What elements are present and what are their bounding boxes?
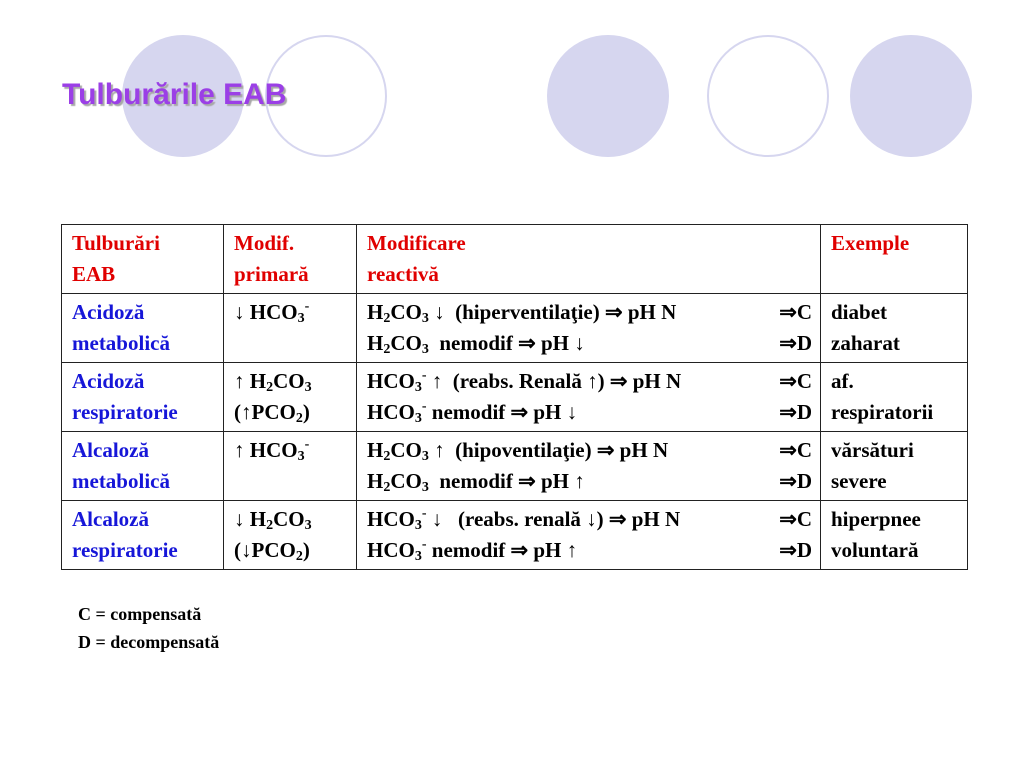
formula: ↑ $H_2CO_3$: [234, 369, 312, 395]
arrow-up-icon: ↑: [234, 438, 245, 462]
arrow-up-icon: ↑: [566, 538, 578, 562]
arrow-up-icon: ↑: [587, 369, 598, 393]
disorder-line: Alcaloză: [72, 507, 149, 531]
example-line: hiperpnee: [831, 507, 921, 531]
example-line: diabet: [831, 300, 888, 324]
example-line: af.: [831, 369, 854, 393]
disorder-line: Alcaloză: [72, 438, 149, 462]
arrow-up-icon: ↑: [234, 369, 245, 393]
formula: ↓ $HCO_3^-$: [234, 299, 310, 326]
disorder-cell: [62, 294, 224, 363]
table-row: [62, 501, 968, 570]
arrow-up-icon: ↑: [434, 438, 445, 462]
primary-change-cell: [224, 432, 357, 501]
arrow-down-icon: ↓: [234, 300, 245, 324]
arrow-up-icon: ↑: [241, 400, 252, 424]
formula: $(↑PCO_2)$: [234, 400, 310, 426]
table-row: [62, 432, 968, 501]
decor-circle-4: [707, 35, 829, 157]
formula: ↓ $H_2CO_3$: [234, 507, 312, 533]
decor-circle-5: [850, 35, 972, 157]
arrow-down-icon: ↓: [234, 507, 245, 531]
disorder-line: Acidoză: [72, 300, 145, 324]
primary-change-cell: [224, 363, 357, 432]
reactive-change-cell: [357, 294, 821, 363]
disorder-line: respiratorie: [72, 400, 178, 424]
reactive-line: $HCO_3^-$ ↑ (reabs. Renală ↑) ⇒ pH N ⇒C: [367, 368, 812, 395]
table-header-row: [62, 225, 968, 294]
arrow-down-icon: ↓: [566, 400, 578, 424]
arrow-up-icon: ↑: [431, 369, 443, 393]
examples-cell: [821, 432, 968, 501]
decor-circle-3: [547, 35, 669, 157]
primary-change-cell: [224, 501, 357, 570]
slide-title: Tulburările EAB: [62, 78, 287, 111]
arrow-down-icon: ↓: [241, 538, 252, 562]
reactive-change-cell: [357, 432, 821, 501]
reactive-line: $H_2CO_3$ nemodif ⇒ pH ↓ ⇒D: [367, 331, 812, 357]
reactive-line: $HCO_3^-$ nemodif ⇒ pH ↓ ⇒D: [367, 399, 812, 426]
arrow-up-icon: ↑: [574, 469, 585, 493]
formula: $(↓PCO_2)$: [234, 538, 310, 564]
arrow-down-icon: ↓: [434, 300, 445, 324]
table-row: [62, 294, 968, 363]
eab-table: [61, 224, 968, 570]
disorder-line: respiratorie: [72, 538, 178, 562]
disorder-line: metabolică: [72, 469, 170, 493]
reactive-change-cell: [357, 501, 821, 570]
reactive-change-cell: [357, 363, 821, 432]
reactive-line: $HCO_3^-$ ↓ (reabs. renală ↓) ⇒ pH N ⇒C: [367, 506, 812, 533]
legend-decompensated: D = decompensată: [78, 632, 220, 652]
primary-change-cell: [224, 294, 357, 363]
disorder-line: Acidoză: [72, 369, 145, 393]
disorder-cell: [62, 501, 224, 570]
legend: [78, 600, 219, 656]
header-primary-change: Modif. primară: [224, 225, 357, 294]
table-row: [62, 363, 968, 432]
header-examples: Exemple: [821, 225, 968, 294]
example-line: vărsături: [831, 438, 914, 462]
legend-compensated: C = compensată: [78, 604, 202, 624]
header-reactive-change: Modificare reactivă: [357, 225, 821, 294]
examples-cell: [821, 363, 968, 432]
arrow-down-icon: ↓: [586, 507, 597, 531]
example-line: severe: [831, 469, 887, 493]
examples-cell: [821, 501, 968, 570]
example-line: respiratorii: [831, 400, 934, 424]
reactive-line: $H_2CO_3$ ↓ (hiperventilaţie) ⇒ pH N ⇒C: [367, 300, 812, 326]
arrow-down-icon: ↓: [431, 507, 443, 531]
example-line: voluntară: [831, 538, 919, 562]
reactive-line: $H_2CO_3$ ↑ (hipoventilaţie) ⇒ pH N ⇒C: [367, 438, 812, 464]
disorder-line: metabolică: [72, 331, 170, 355]
header-disorder: Tulburări EAB: [62, 225, 224, 294]
formula: ↑ $HCO_3^-$: [234, 437, 310, 464]
examples-cell: [821, 294, 968, 363]
reactive-line: $H_2CO_3$ nemodif ⇒ pH ↑ ⇒D: [367, 469, 812, 495]
disorder-cell: [62, 432, 224, 501]
example-line: zaharat: [831, 331, 900, 355]
arrow-down-icon: ↓: [574, 331, 585, 355]
disorder-cell: [62, 363, 224, 432]
reactive-line: $HCO_3^-$ nemodif ⇒ pH ↑ ⇒D: [367, 537, 812, 564]
